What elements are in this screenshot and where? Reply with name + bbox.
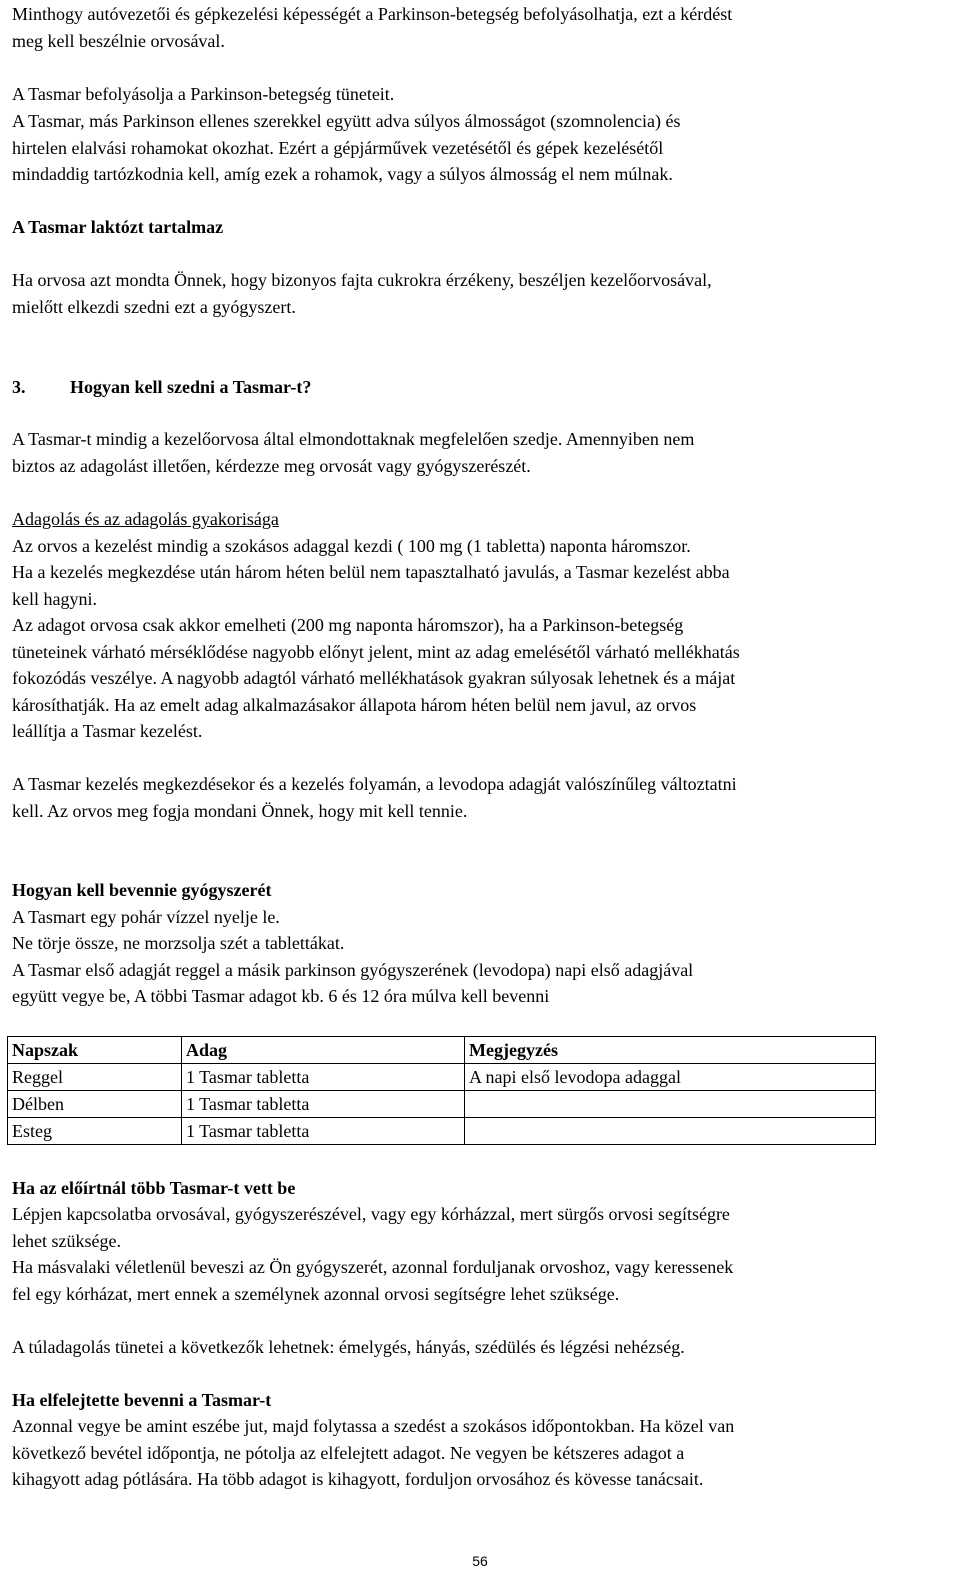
section-heading: Ha elfelejtette bevenni a Tasmar-t bbox=[12, 1390, 272, 1410]
table-row bbox=[8, 1064, 876, 1091]
text-line: károsíthatják. Ha az emelt adag alkalmazásakor állapota három héten belül nem javul, az orvos bbox=[12, 695, 697, 715]
section-heading: Ha az előírtnál több Tasmar-t vett be bbox=[12, 1178, 296, 1198]
text-line: kell. Az orvos meg fogja mondani Önnek, hogy mit kell tennie. bbox=[12, 801, 468, 821]
text-line: következő bevétel időpontja, ne pótolja az elfelejtett adagot. Ne vegyen be kétszeres adagot a bbox=[12, 1443, 685, 1463]
text-line: fokozódás veszélye. A nagyobb adagtól várható mellékhatások gyakran súlyosak lehetnek és a májat bbox=[12, 668, 736, 688]
table-cell: A napi első levodopa adaggal bbox=[465, 1064, 876, 1091]
text-line: meg kell beszélnie orvosával. bbox=[12, 31, 225, 51]
text-line: leállítja a Tasmar kezelést. bbox=[12, 721, 203, 741]
section-heading: A Tasmar laktózt tartalmaz bbox=[12, 217, 224, 237]
table-cell: 1 Tasmar tabletta bbox=[182, 1064, 465, 1091]
table-row bbox=[8, 1118, 876, 1145]
section-heading: Hogyan kell bevennie gyógyszerét bbox=[12, 880, 272, 900]
table-header-cell: Napszak bbox=[8, 1037, 182, 1064]
text-line: Ha másvalaki véletlenül beveszi az Ön gyógyszerét, azonnal forduljanak orvoshoz, vagy keressenek bbox=[12, 1257, 734, 1277]
text-line: Ha orvosa azt mondta Önnek, hogy bizonyos fajta cukrokra érzékeny, beszéljen kezelőorvosával, bbox=[12, 270, 712, 290]
text-line: A Tasmar befolyásolja a Parkinson-betegség tüneteit. bbox=[12, 84, 395, 104]
text-line: Azonnal vegye be amint eszébe jut, majd folytassa a szedést a szokásos időpontokban. Ha közel van bbox=[12, 1416, 735, 1436]
table-header-row bbox=[8, 1037, 876, 1064]
text-line: A Tasmart egy pohár vízzel nyelje le. bbox=[12, 907, 280, 927]
text-line: kihagyott adag pótlására. Ha több adagot is kihagyott, forduljon orvosához és kövesse tanácsait. bbox=[12, 1469, 704, 1489]
text-line: együtt vegye be, A többi Tasmar adagot kb. 6 és 12 óra múlva kell bevenni bbox=[12, 986, 550, 1006]
text-line: mindaddig tartózkodnia kell, amíg ezek a rohamok, vagy a súlyos álmosság el nem múlnak. bbox=[12, 164, 673, 184]
text-line: Lépjen kapcsolatba orvosával, gyógyszerészével, vagy egy kórházzal, mert sürgős orvosi segítségre bbox=[12, 1204, 730, 1224]
text-line: hirtelen elalvási rohamokat okozhat. Ezért a gépjárművek vezetésétől és gépek kezelésétől bbox=[12, 138, 664, 158]
text-line: lehet szüksége. bbox=[12, 1231, 121, 1251]
subsection-heading: Adagolás és az adagolás gyakorisága bbox=[12, 509, 279, 529]
text-line: biztos az adagolást illetően, kérdezze meg orvosát vagy gyógyszerészét. bbox=[12, 456, 531, 476]
text-line: A túladagolás tünetei a következők lehetnek: émelygés, hányás, szédülés és légzési nehézség. bbox=[12, 1337, 685, 1357]
section-number: 3. bbox=[12, 377, 26, 397]
text-line: tüneteinek várható mérséklődése nagyobb előnyt jelent, mint az adag emelésétől várható mellékhatás bbox=[12, 642, 740, 662]
page-number: 56 bbox=[472, 1553, 488, 1569]
text-line: Ha a kezelés megkezdése után három héten belül nem tapasztalható javulás, a Tasmar kezelést abba bbox=[12, 562, 730, 582]
text-line: A Tasmar-t mindig a kezelőorvosa által elmondottaknak megfelelően szedje. Amennyiben nem bbox=[12, 429, 695, 449]
section-heading: Hogyan kell szedni a Tasmar-t? bbox=[70, 377, 312, 397]
table-header-cell: Adag bbox=[182, 1037, 465, 1064]
text-line: fel egy kórházat, mert ennek a személynek azonnal orvosi segítségre lehet szüksége. bbox=[12, 1284, 620, 1304]
text-line: Ne törje össze, ne morzsolja szét a tablettákat. bbox=[12, 933, 345, 953]
table-cell: 1 Tasmar tabletta bbox=[182, 1091, 465, 1118]
text-line: mielőtt elkezdi szedni ezt a gyógyszert. bbox=[12, 297, 296, 317]
table-cell: Délben bbox=[8, 1091, 182, 1118]
table-cell: Reggel bbox=[8, 1064, 182, 1091]
text-line: A Tasmar első adagját reggel a másik parkinson gyógyszerének (levodopa) napi első adagjával bbox=[12, 960, 694, 980]
text-line: kell hagyni. bbox=[12, 589, 97, 609]
text-line: Az orvos a kezelést mindig a szokásos adaggal kezdi ( 100 mg (1 tabletta) naponta háromszor. bbox=[12, 536, 691, 556]
table-cell bbox=[465, 1118, 876, 1145]
table-cell bbox=[465, 1091, 876, 1118]
table-cell: Esteg bbox=[8, 1118, 182, 1145]
dosage-table bbox=[7, 1036, 876, 1145]
text-line: Az adagot orvosa csak akkor emelheti (200 mg naponta háromszor), ha a Parkinson-betegség bbox=[12, 615, 684, 635]
text-line: Minthogy autóvezetői és gépkezelési képességét a Parkinson-betegség befolyásolhatja, ezt a kérdést bbox=[12, 4, 733, 24]
table-header-cell: Megjegyzés bbox=[465, 1037, 876, 1064]
text-line: A Tasmar, más Parkinson ellenes szerekkel együtt adva súlyos álmosságot (szomnolencia) és bbox=[12, 111, 681, 131]
table-cell: 1 Tasmar tabletta bbox=[182, 1118, 465, 1145]
table-row bbox=[8, 1091, 876, 1118]
text-line: A Tasmar kezelés megkezdésekor és a kezelés folyamán, a levodopa adagját valószínűleg változtatni bbox=[12, 774, 737, 794]
